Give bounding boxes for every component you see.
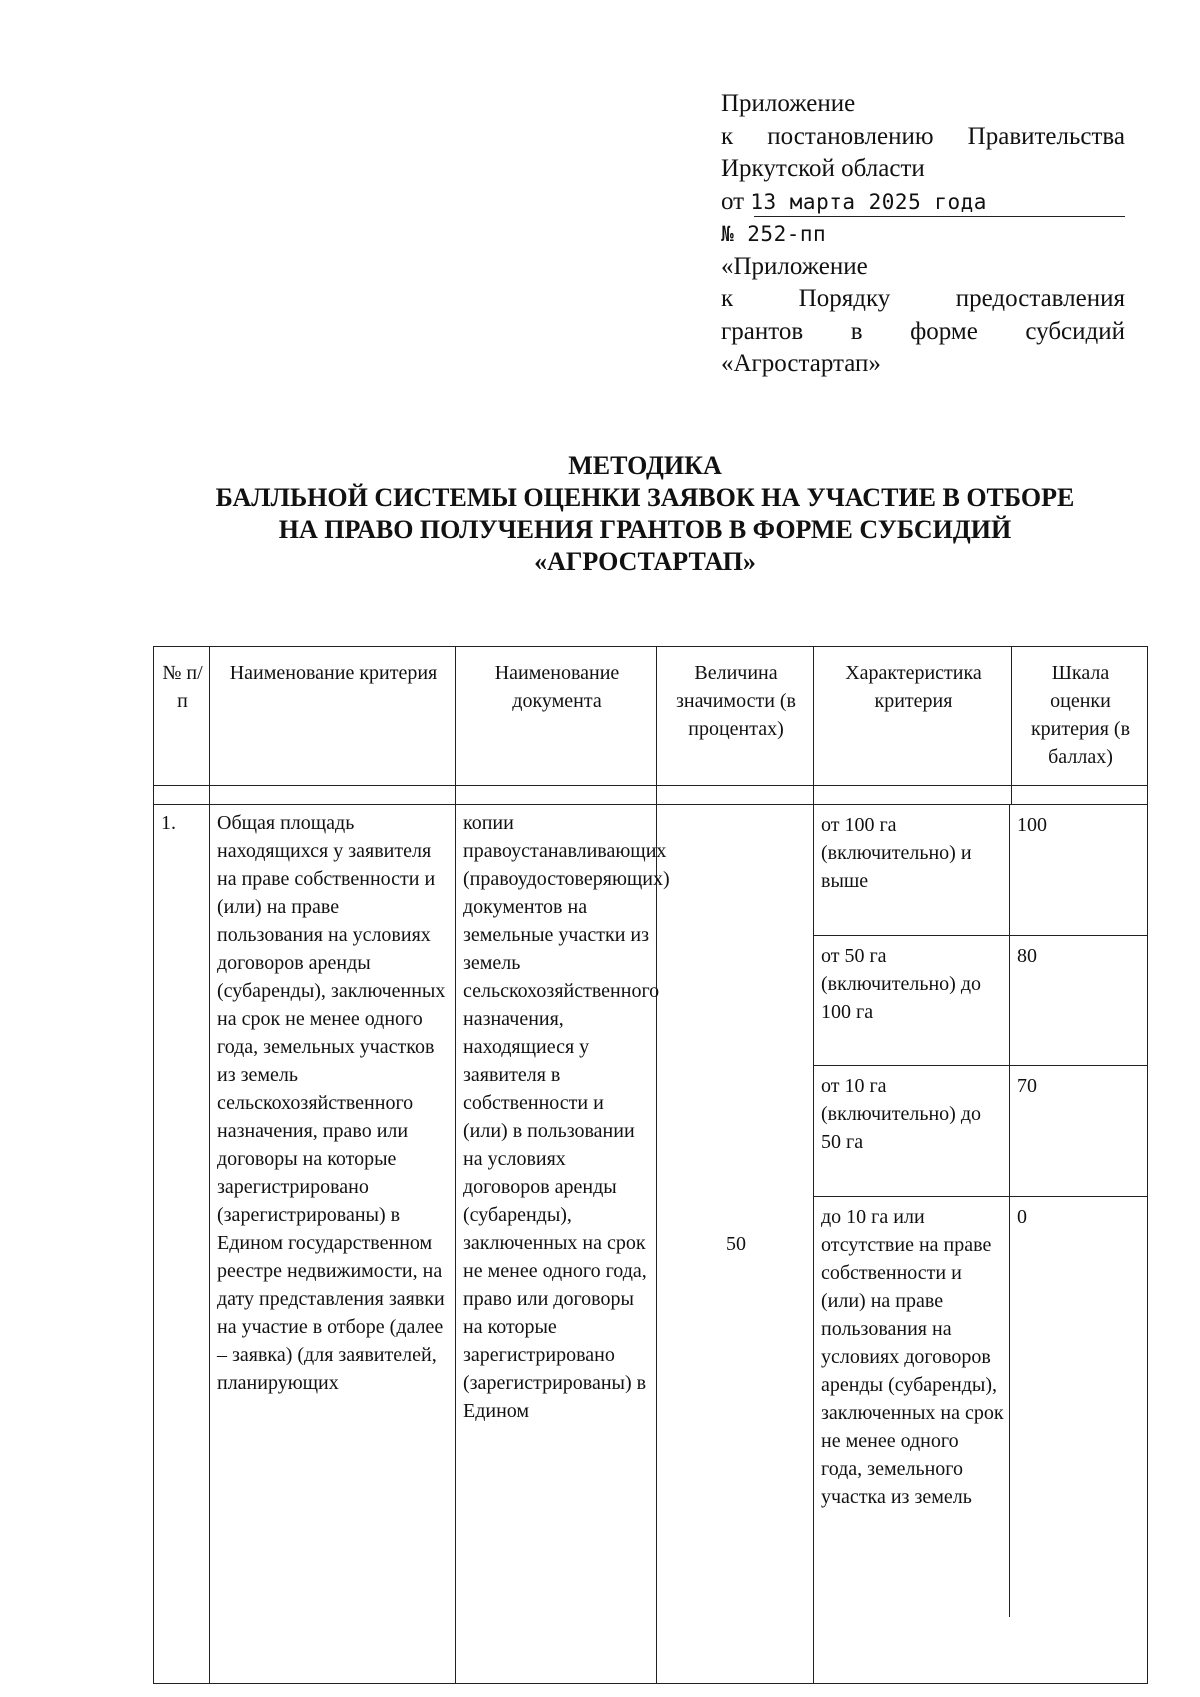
header-characteristic: Характеристика критерия <box>814 647 1012 786</box>
table-spacer-row <box>154 786 1148 805</box>
procedure-ref: к Порядку предоставления <box>721 285 1125 312</box>
header-document-name: Наименование документа <box>456 647 657 786</box>
appendix-header <box>721 88 1125 381</box>
program-name: «Агростартап» <box>721 350 881 377</box>
resolution-ref: к постановлению Правительства <box>721 122 1125 150</box>
criterion-level-row <box>814 1066 1147 1197</box>
header-criterion-name: Наименование критерия <box>210 647 456 786</box>
grants-ref: грантов в форме субсидий <box>721 317 1125 345</box>
row-criterion: Общая площадь находящихся у заявителя на праве собственности и (или) на праве пользования на условиях договоров аренды (субаренды), заключенных на срок не менее одного года, земельных участков из земель сельскохозяйственного назначения, право или договоры на которые зарегистрировано (зарегистрированы) в Едином государственном реестре недвижимости, на дату представления заявки на участие в отборе (далее – заявка) (для заявителей, планирующих <box>210 805 456 1684</box>
table-header-row <box>154 647 1148 786</box>
header-weight: Величина значимости (в процентах) <box>657 647 814 786</box>
criterion-level-row <box>814 805 1147 936</box>
criterion-score: 100 <box>1017 814 1047 836</box>
criteria-table <box>153 646 1148 1684</box>
criterion-characteristic: от 50 га (включительно) до 100 га <box>814 936 1010 1065</box>
row-document: копии правоустанавливающих (правоудостоверяющих) документов на земельные участки из земель сельскохозяйственного назначения, находящиеся у заявителя в собственности и (или) в пользовании на условиях договоров аренды (субаренды), заключенных на срок не менее одного года, право или договоры на которые зарегистрировано (зарегистрированы) в Едином <box>456 805 657 1684</box>
criterion-score: 70 <box>1017 1075 1037 1097</box>
criterion-level-row <box>814 936 1147 1066</box>
criterion-score: 0 <box>1017 1206 1027 1228</box>
title-line-3: НА ПРАВО ПОЛУЧЕНИЯ ГРАНТОВ В ФОРМЕ СУБСИДИЙ <box>278 515 1012 544</box>
title-line-4: «АГРОСТАРТАП» <box>534 547 756 576</box>
criteria-subtable <box>814 805 1148 1684</box>
header-num: № п/п <box>154 647 210 786</box>
criterion-level-row <box>814 1197 1147 1617</box>
document-title <box>150 450 1140 578</box>
criterion-characteristic: от 10 га (включительно) до 50 га <box>814 1066 1010 1196</box>
row-weight: 50 <box>657 805 814 1684</box>
date-prefix: от <box>721 187 745 215</box>
title-line-1: МЕТОДИКА <box>568 451 722 480</box>
resolution-date: 13 марта 2025 года <box>750 189 987 214</box>
appendix-label-2: «Приложение <box>721 252 868 280</box>
row-num: 1. <box>154 805 210 1684</box>
resolution-number: № 252-пп <box>721 222 827 246</box>
appendix-label: Приложение <box>721 90 856 117</box>
date-underline <box>754 216 1125 217</box>
table-row <box>154 805 1148 1684</box>
title-line-2: БАЛЛЬНОЙ СИСТЕМЫ ОЦЕНКИ ЗАЯВОК НА УЧАСТИЕ В ОТБОРЕ <box>215 483 1075 512</box>
region-name: Иркутской области <box>721 155 925 182</box>
criterion-characteristic: от 100 га (включительно) и выше <box>814 805 1010 935</box>
criterion-characteristic: до 10 га или отсутствие на праве собственности и (или) на праве пользования на условиях договоров аренды (субаренды), заключенных на срок не менее одного года, земельного участка из земель <box>814 1197 1010 1617</box>
header-scale: Шкала оценки критерия (в баллах) <box>1012 647 1148 786</box>
criterion-score: 80 <box>1017 945 1037 967</box>
resolution-date-line <box>721 186 1125 219</box>
